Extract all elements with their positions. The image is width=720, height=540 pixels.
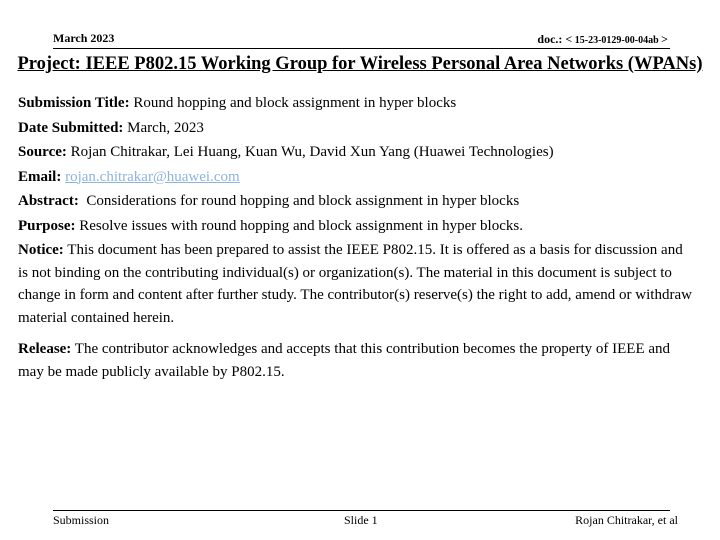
purpose-line	[18, 215, 694, 238]
submission-title-value: Round hopping and block assignment in hyper blocks	[129, 95, 457, 111]
notice-value: This document has been prepared to assist the IEEE P802.15. It is offered as a basis for discussion and is not binding on the contributing individual(s) or organization(s). The material in this document is subject to change in form and content after further study. The contributor(s) reserve(s) the right to add, amend or withdraw material contained herein.	[18, 242, 692, 326]
date-submitted-label: Date Submitted:	[18, 119, 124, 136]
date-submitted-value: March, 2023	[123, 119, 204, 136]
footer-submission: Submission	[53, 513, 110, 527]
notice-paragraph	[18, 239, 694, 329]
submission-title-line	[18, 92, 694, 115]
doc-close-bracket: >	[661, 32, 668, 46]
release-value: The contributor acknowledges and accepts that this contribution becomes the property of IEEE and may be made publicly available by P802.15.	[18, 341, 671, 380]
abstract-line	[18, 190, 694, 213]
footer-divider	[53, 510, 670, 511]
doc-open-bracket: <	[565, 32, 573, 46]
purpose-label: Purpose:	[18, 217, 76, 234]
email-line	[18, 166, 694, 189]
footer-slide-number: Slide 1	[344, 513, 378, 527]
slide-body	[18, 92, 694, 385]
source-value: Rojan Chitrakar, Lei Huang, Kuan Wu, David Xun Yang (Huawei Technologies)	[66, 144, 554, 160]
release-paragraph	[18, 338, 694, 383]
abstract-value: Considerations for round hopping and block assignment in hyper blocks	[78, 193, 520, 209]
source-line	[18, 141, 694, 164]
abstract-label: Abstract:	[18, 193, 79, 209]
email-link[interactable]: rojan.chitrakar@huawei.com	[65, 168, 240, 185]
source-label: Source:	[18, 144, 67, 160]
date-submitted-line	[18, 117, 694, 140]
header-divider	[53, 48, 670, 49]
release-label: Release:	[18, 341, 72, 357]
doc-number: 15-23-0129-00-04ab	[572, 35, 662, 46]
header-doc-number	[537, 32, 668, 47]
submission-title-label: Submission Title:	[18, 95, 130, 111]
doc-prefix: doc.:	[537, 32, 566, 46]
purpose-value: Resolve issues with round hopping and block assignment in hyper blocks.	[75, 217, 523, 234]
email-label: Email:	[18, 168, 62, 185]
notice-label: Notice:	[18, 242, 64, 258]
project-title: Project: IEEE P802.15 Working Group for Wireless Personal Area Networks (WPANs)	[17, 54, 703, 74]
header-date: March 2023	[53, 31, 115, 45]
footer-author: Rojan Chitrakar, et al	[575, 513, 678, 527]
